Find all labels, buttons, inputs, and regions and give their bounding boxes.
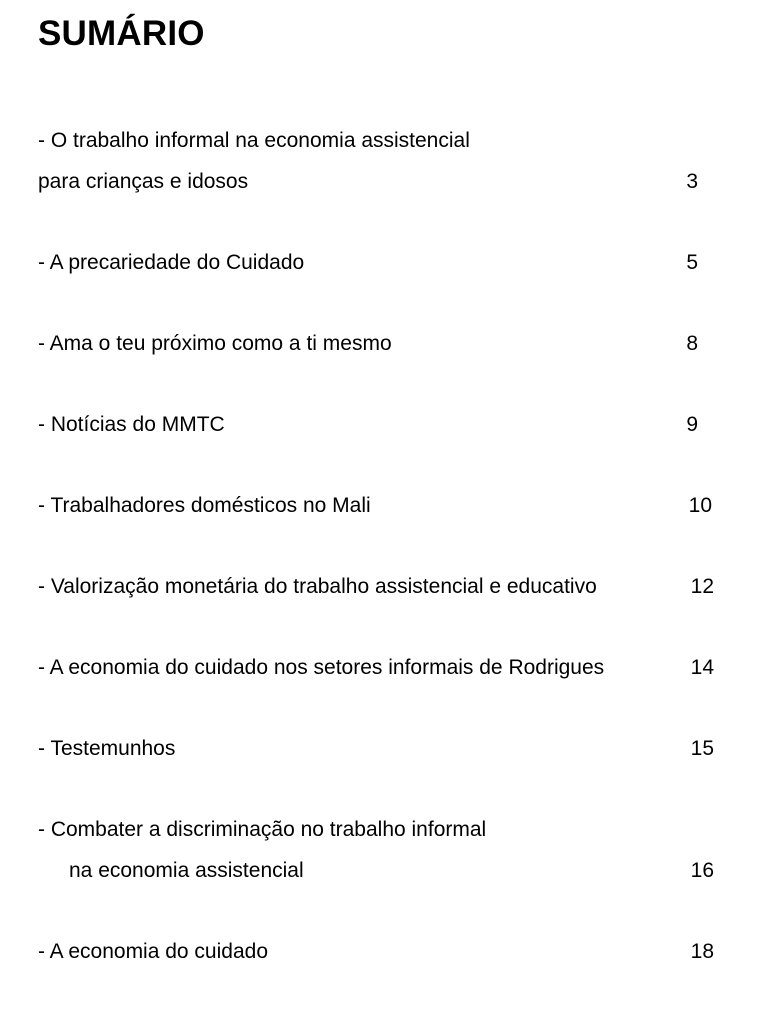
toc-entry-page-number: 9 xyxy=(686,413,698,436)
toc-entry-title-continued: na economia assistencial xyxy=(69,859,304,882)
toc-entry-title: - Notícias do MMTC xyxy=(38,413,225,436)
toc-entry-title: - O trabalho informal na economia assistencial xyxy=(38,129,470,152)
toc-entry-title: - Ama o teu próximo como a ti mesmo xyxy=(38,332,392,355)
toc-entry-title-continued: para crianças e idosos xyxy=(38,170,249,193)
toc-entry-page-number: 14 xyxy=(690,656,714,679)
toc-entry-title: - Combater a discriminação no trabalho informal xyxy=(38,818,487,841)
toc-entry-title: - A precariedade do Cuidado xyxy=(38,251,305,274)
toc-entry-title: - Valorização monetária do trabalho assistencial e educativo xyxy=(38,575,597,598)
toc-entry-page-number: 5 xyxy=(686,251,698,274)
toc-entry-title: - Trabalhadores domésticos no Mali xyxy=(38,494,371,517)
toc-entry-title: - A economia do cuidado nos setores informais de Rodrigues xyxy=(38,656,605,679)
toc-entry-page-number: 16 xyxy=(690,859,714,882)
toc-entry-page-number: 3 xyxy=(686,170,698,193)
toc-entry-page-number: 10 xyxy=(688,494,712,517)
toc-entry-page-number: 15 xyxy=(690,737,714,760)
toc-entry-page-number: 8 xyxy=(686,332,698,355)
toc-entry-title: - A economia do cuidado xyxy=(38,940,268,963)
toc-entry-page-number: 18 xyxy=(690,940,714,963)
toc-entry-title: - Testemunhos xyxy=(38,737,176,760)
toc-entry-page-number: 12 xyxy=(690,575,714,598)
page-title: SUMÁRIO xyxy=(38,14,205,53)
